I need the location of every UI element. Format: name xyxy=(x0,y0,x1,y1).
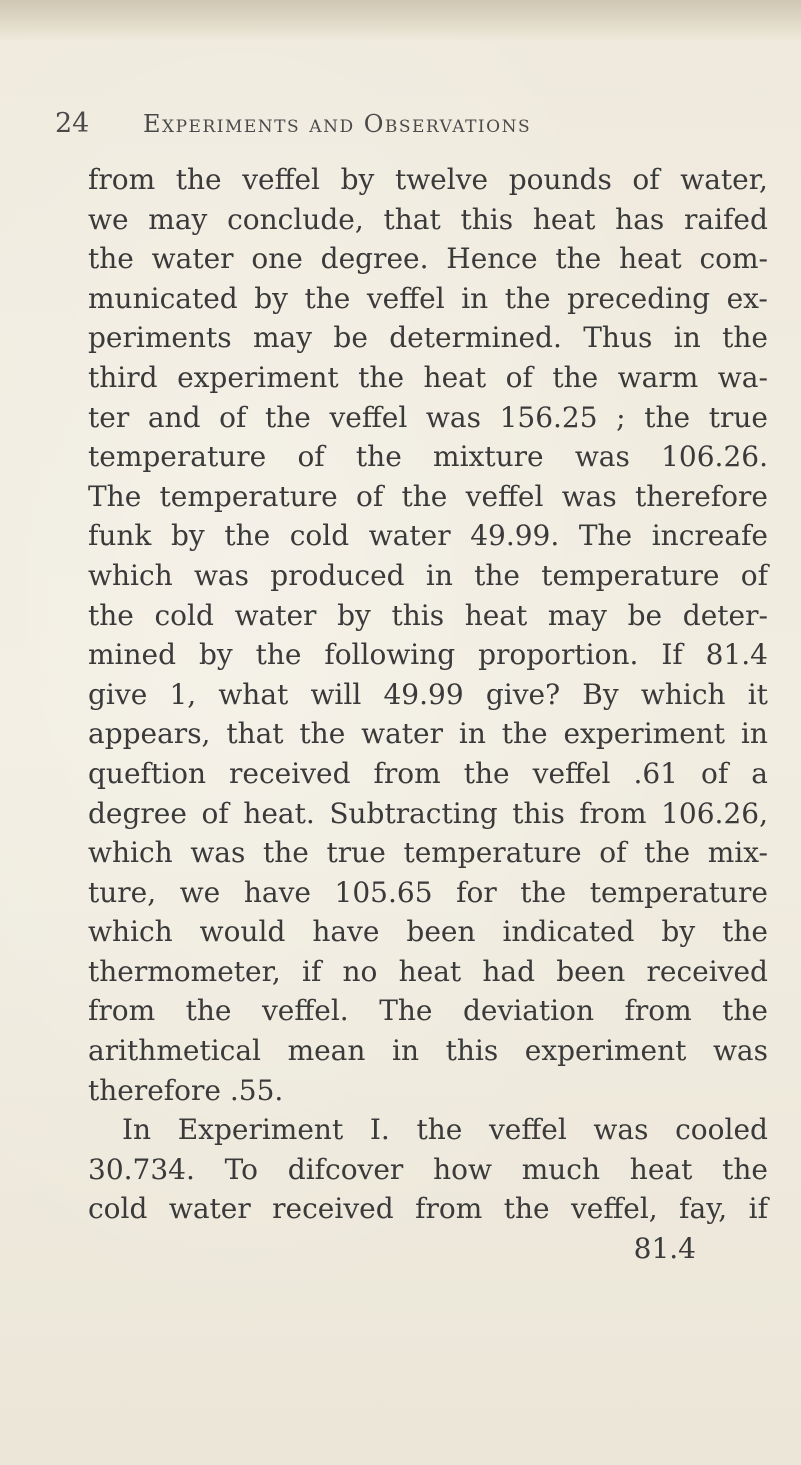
text-line: from the veffel. The deviation from the xyxy=(88,994,768,1028)
text-line: The temperature of the veffel was therefore xyxy=(88,479,768,513)
text-line: thermometer, if no heat had been received xyxy=(88,954,768,988)
body-text xyxy=(88,160,768,1269)
text-line: arithmetical mean in this experiment was xyxy=(88,1034,768,1068)
text-line: In Experiment I. the veffel was cooled xyxy=(122,1113,768,1147)
page-top-edge xyxy=(0,0,801,42)
text-line: ture, we have 105.65 for the temperature xyxy=(88,875,768,909)
text-line: the cold water by this heat may be deter- xyxy=(88,598,768,632)
text-line: which would have been indicated by the xyxy=(88,915,768,949)
page-header xyxy=(55,104,755,144)
text-line: temperature of the mixture was 106.26. xyxy=(88,440,768,474)
text-line: degree of heat. Subtracting this from 106.26, xyxy=(88,796,768,830)
text-line: queftion received from the veffel .61 of a xyxy=(88,756,768,790)
text-line: cold water received from the veffel, fay, if xyxy=(88,1192,768,1226)
text-line: periments may be determined. Thus in the xyxy=(88,321,768,355)
text-line: municated by the veffel in the preceding ex- xyxy=(88,281,768,315)
text-line: therefore .55. xyxy=(88,1073,284,1107)
text-line: third experiment the heat of the warm wa- xyxy=(88,360,768,394)
text-line: appears, that the water in the experiment in xyxy=(88,717,768,751)
text-line: mined by the following proportion. If 81.4 xyxy=(88,638,768,672)
text-line: from the veffel by twelve pounds of water, xyxy=(88,163,768,196)
catchword: 81.4 xyxy=(633,1232,696,1266)
text-line: which was the true temperature of the mix- xyxy=(88,836,768,870)
text-line: we may conclude, that this heat has raifed xyxy=(88,202,768,236)
text-line: ter and of the veffel was 156.25 ; the true xyxy=(88,400,768,434)
text-line: funk by the cold water 49.99. The increafe xyxy=(88,519,768,553)
text-line: the water one degree. Hence the heat com- xyxy=(88,242,768,276)
text-line: 30.734. To difcover how much heat the xyxy=(88,1152,768,1186)
text-line: which was produced in the temperature of xyxy=(88,558,768,592)
text-line: give 1, what will 49.99 give? By which it xyxy=(88,677,768,711)
running-head: Experiments and Observations xyxy=(143,110,532,138)
page-number: 24 xyxy=(55,108,90,139)
